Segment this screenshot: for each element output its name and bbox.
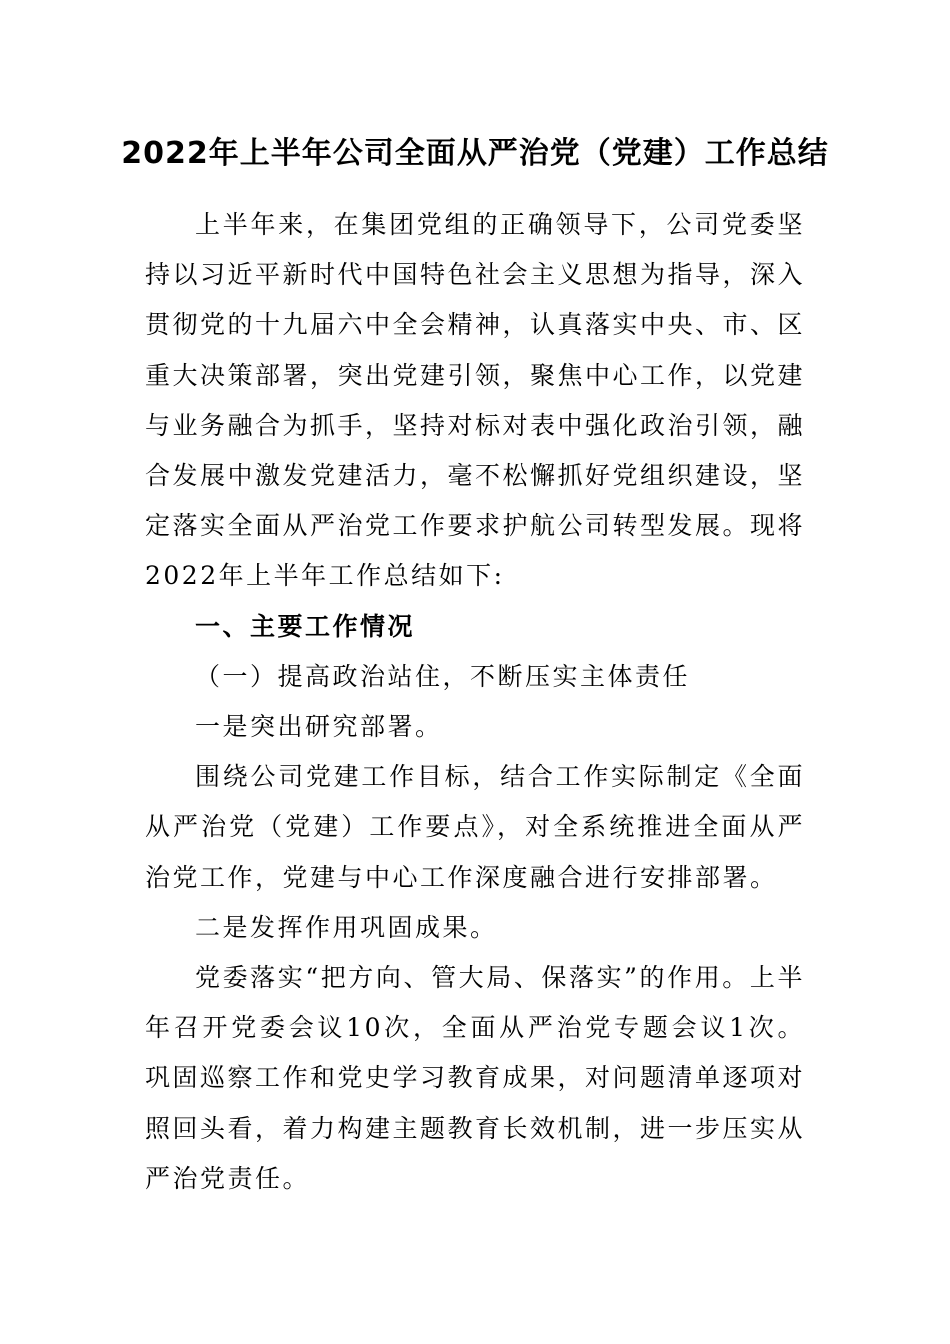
point-one-heading: 一是突出研究部署。	[195, 712, 443, 742]
intro-paragraph: 上半年来，在集团党组的正确领导下，公司党委坚持以习近平新时代中国特色社会主义思想为指导，深入贯彻党的十九届六中全会精神，认真落实中央、市、区重大决策部署，突出党建引领，聚焦中心工作，以党建与业务融合为抓手，坚持对标对表中强化政治引领，融合发展中激发党建活力，毫不松懈抓好党组织建设，坚定落实全面从严治党工作要求护航公司转型发展。现将2022年上半年工作总结如下:	[145, 210, 806, 591]
document-body	[145, 200, 805, 1204]
section-heading-main-work: 一、主要工作情况	[195, 611, 416, 641]
subsection-heading-political-stance: （一）提高政治站住，不断压实主体责任	[195, 661, 691, 691]
document-title: 2022年上半年公司全面从严治党（党建）工作总结	[121, 136, 829, 171]
point-two-paragraph: 党委落实“把方向、管大局、保落实”的作用。上半年召开党委会议10次，全面从严治党专题会议1次。巩固巡察工作和党史学习教育成果，对问题清单逐项对照回头看，着力构建主题教育长效机制，进一步压实从严治党责任。	[145, 963, 806, 1193]
point-one-paragraph: 围绕公司党建工作目标，结合工作实际制定《全面从严治党（党建）工作要点》，对全系统推进全面从严治党工作，党建与中心工作深度融合进行安排部署。	[145, 762, 805, 892]
point-two-heading: 二是发挥作用巩固成果。	[195, 912, 498, 942]
